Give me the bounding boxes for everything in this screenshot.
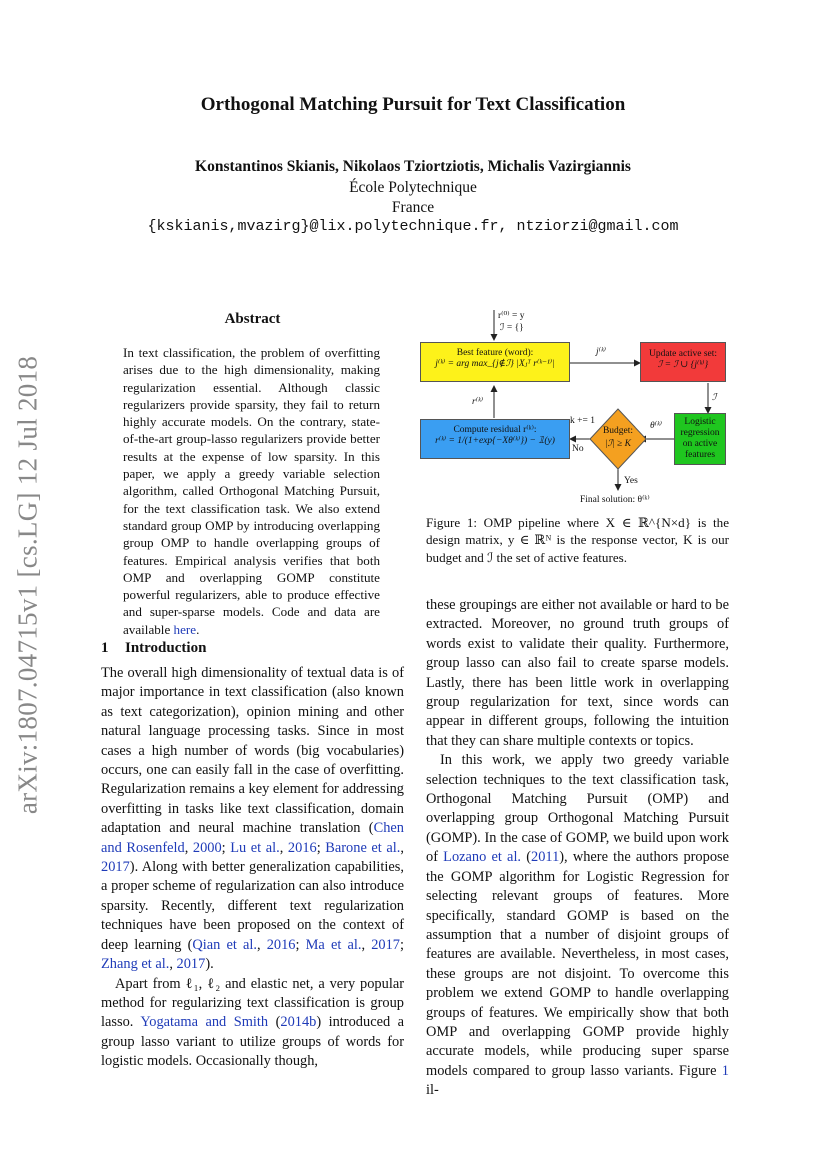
affiliation-block bbox=[0, 178, 826, 218]
text-run: Apart from ℓ₁, ℓ₂ and elastic net, a very popular method for regularizing text classification is group lasso. bbox=[101, 975, 404, 1031]
citation-link[interactable]: Lozano et al. bbox=[443, 849, 522, 866]
paragraph: Apart from ℓ₁, ℓ₂ and elastic net, a very popular method for regularizing text classification is group lasso. Yogatama and Smith (2014b) introduced a group lasso variant to utilize groups of words for logistic models. Occasionally though, bbox=[101, 975, 405, 1070]
citation-link[interactable]: Ma et al. bbox=[305, 936, 362, 953]
init-I-label: ℐ = {} bbox=[500, 323, 524, 333]
text-run: il- bbox=[426, 1082, 439, 1099]
section-number: 1 bbox=[101, 640, 109, 656]
arxiv-stamp-text: arXiv:1807.04715v1 [cs.LG] 12 Jul 2018 bbox=[12, 355, 43, 815]
text-run: introduced a group lasso variant to utilize groups of words for logistic models. Occasionally though, bbox=[101, 1014, 405, 1070]
citation-year[interactable]: 2016 bbox=[287, 839, 317, 856]
best-feature-formula: j⁽ᵏ⁾ = arg max_{j∉ℐ} |Xⱼᵀ r⁽ᵏ⁻¹⁾| bbox=[435, 359, 555, 369]
right-column-text bbox=[426, 596, 729, 1101]
authors: Konstantinos Skianis, Nikolaos Tziortziotis, Michalis Vazirgiannis bbox=[195, 158, 631, 175]
no-label: No bbox=[572, 444, 584, 454]
update-formula: ℐ = ℐ ∪ {j⁽ᵏ⁾} bbox=[657, 360, 709, 370]
I-arrow-label: ℐ bbox=[712, 393, 717, 403]
text-run: In this work, we apply two greedy variable selection techniques to the text classification task, Orthogonal Matching Pursuit (OMP) and overlapping group Orthogonal Matching Pursuit (GOMP). In the case of GOMP, we build upon work of bbox=[426, 752, 729, 866]
citation-year[interactable]: 2016 bbox=[266, 936, 296, 953]
abstract-heading: Abstract bbox=[224, 311, 281, 327]
section-title: Introduction bbox=[125, 640, 207, 656]
text-run: The overall high dimensionality of textual data is of major importance in text classification (also known as text categorization), opinion mining and other natural language processing tasks. Since in most cases a high number of words (big vocabularies) occurs, one can easily fall in the case of overfitting. Regularization remains a key element for addressing overfitting in tasks like text classification, domain adaptation and neural machine translation ( bbox=[101, 665, 404, 837]
r-arrow-label: r⁽ᵏ⁾ bbox=[472, 397, 484, 407]
j-arrow-label: j⁽ᵏ⁾ bbox=[596, 347, 606, 357]
citation-link[interactable]: Qian et al. bbox=[192, 936, 257, 953]
text-run: ). Along with better generalization capabilities, a proper scheme of regularization can also introduce sparsity. Recently, different text regularization techniques have been proposed on the context of deep learning ( bbox=[101, 859, 404, 953]
country: France bbox=[391, 199, 435, 216]
update-set-box bbox=[640, 342, 726, 382]
paper-title: Orthogonal Matching Pursuit for Text Classification bbox=[200, 94, 626, 115]
citation-year[interactable]: 2000 bbox=[192, 839, 222, 856]
citation-year[interactable]: 2014b bbox=[280, 1014, 317, 1031]
figure-caption: Figure 1: OMP pipeline where X ∈ ℝ^{N×d} is the design matrix, y ∈ ℝᴺ is the response vector, K is our budget and ℐ the set of active features. bbox=[426, 515, 729, 565]
k-increment-label: k += 1 bbox=[570, 416, 595, 426]
author-emails: {kskianis,mvazirg}@lix.polytechnique.fr, ntziorzi@gmail.com bbox=[147, 218, 679, 235]
citation-year[interactable]: 2017 bbox=[176, 956, 206, 973]
abstract-text: In text classification, the problem of overfitting arises due to the high dimensionality, making regularization essential. Although classic regularizers provide sparsity, they fail to return highly accurate models. On the contrary, state-of-the-art group-lasso regularizers provide better results at the expense of low sparsity. In this paper, we apply a greedy variable selection algorithm, called Orthogonal Matching Pursuit, for the text classification task. We also extend standard group OMP by introducing overlapping group OMP to handle overlapping groups of features. Empirical analysis verifies that both OMP and overlapping GOMP constitute powerful regularizers, able to produce effective and super-sparse models. Code and data are available bbox=[123, 345, 380, 637]
citation-link[interactable]: Lu et al. bbox=[230, 839, 280, 856]
budget-formula: |ℐ| ≥ K bbox=[605, 439, 631, 449]
arxiv-stamp bbox=[8, 345, 48, 825]
residual-formula: r⁽ᵏ⁾ = 1/(1+exp{−Xθ⁽ᵏ⁾}) − 𝟙(y) bbox=[435, 436, 555, 446]
citation-link[interactable]: Chen and Rosenfeld bbox=[101, 820, 404, 856]
budget-title: Budget: bbox=[602, 426, 634, 436]
affiliation: École Polytechnique bbox=[349, 179, 477, 196]
section-heading bbox=[101, 640, 206, 657]
residual-title: Compute residual r⁽ᵏ⁾: bbox=[453, 425, 537, 435]
logistic-box: Logistic regression on active features bbox=[674, 413, 726, 465]
update-title: Update active set: bbox=[648, 349, 718, 359]
omp-pipeline-figure bbox=[418, 306, 728, 506]
abstract-body bbox=[123, 344, 380, 638]
citation-link[interactable]: Barone et al. bbox=[325, 839, 401, 856]
figure-arrows bbox=[418, 306, 728, 506]
citation-link[interactable]: Zhang et al. bbox=[101, 956, 170, 973]
left-column-text bbox=[101, 664, 404, 1072]
citation-year[interactable]: 2011 bbox=[531, 849, 560, 866]
final-solution-label: Final solution: θ⁽ᵏ⁾ bbox=[580, 495, 650, 505]
paragraph: The overall high dimensionality of textual data is of major importance in text classification (also known as text categorization), opinion mining and other natural language processing tasks. Since in most cases a high number of words (big vocabularies) occurs, one can easily fall in the case of overfitting. Regularization remains a key element for addressing overfitting in tasks like text classification, domain adaptation and neural machine translation (Chen and Rosenfeld, 2000; Lu et al., 2016; Barone et al., 2017). Along with better generalization capabilities, a proper scheme of regularization can also introduce sparsity. Recently, different text regularization techniques have been proposed on the context of deep learning (Qian et al., 2016; Ma et al., 2017; Zhang et al., 2017). bbox=[101, 665, 404, 973]
figure-ref-link[interactable]: 1 bbox=[721, 1062, 729, 1079]
init-r-label: r⁽⁰⁾ = y bbox=[498, 311, 525, 321]
best-feature-title: Best feature (word): bbox=[456, 348, 534, 358]
best-feature-box bbox=[420, 342, 570, 382]
yes-label: Yes bbox=[624, 476, 638, 486]
text-run: ). bbox=[205, 956, 214, 973]
abstract-end: . bbox=[196, 621, 200, 637]
code-link[interactable]: here bbox=[173, 621, 197, 637]
citation-link[interactable]: Yogatama and Smith bbox=[140, 1014, 269, 1031]
text-run: ), where the authors propose the GOMP algorithm for Logistic Regression for selecting relevant groups of features. More specifically, standard GOMP is based on the assumption that a number of disjoint groups of features are available. Nevertheless, in most cases, these groups are not disjoint. To overcome this problem we extend GOMP to handle overlapping groups of features. We empirically show that both OMP and overlapping GOMP provide highly accurate models, while producing super sparse models compared to group lasso variants. Figure bbox=[426, 849, 730, 1079]
paragraph: In this work, we apply two greedy variable selection techniques to the text classification task, Orthogonal Matching Pursuit (OMP) and overlapping group Orthogonal Matching Pursuit (GOMP). In the case of GOMP, we build upon work of Lozano et al. (2011), where the authors propose the GOMP algorithm for Logistic Regression for selecting relevant groups of features. More specifically, standard GOMP is based on the assumption that a number of disjoint groups of features are available. Nevertheless, in most cases, these groups are not disjoint. To overcome this problem we extend GOMP to handle overlapping groups of features. We empirically show that both OMP and overlapping GOMP provide highly accurate models, while producing super sparse models compared to group lasso variants. Figure 1 il- bbox=[426, 752, 730, 1099]
theta-arrow-label: θ⁽ᵏ⁾ bbox=[650, 421, 663, 431]
citation-year[interactable]: 2017 bbox=[371, 936, 400, 953]
paragraph: these groupings are either not available or hard to be extracted. Moreover, no ground truth groups of words exist to validate their quality. Furthermore, group lasso can also fail to create sparse models. Lastly, there has been little work in overlapping group regularization for text, since words can appear in different groups, following the intuition that they can share multiple contexts or topics. bbox=[426, 597, 729, 749]
citation-year[interactable]: 2017 bbox=[101, 859, 130, 876]
residual-box bbox=[420, 419, 570, 459]
